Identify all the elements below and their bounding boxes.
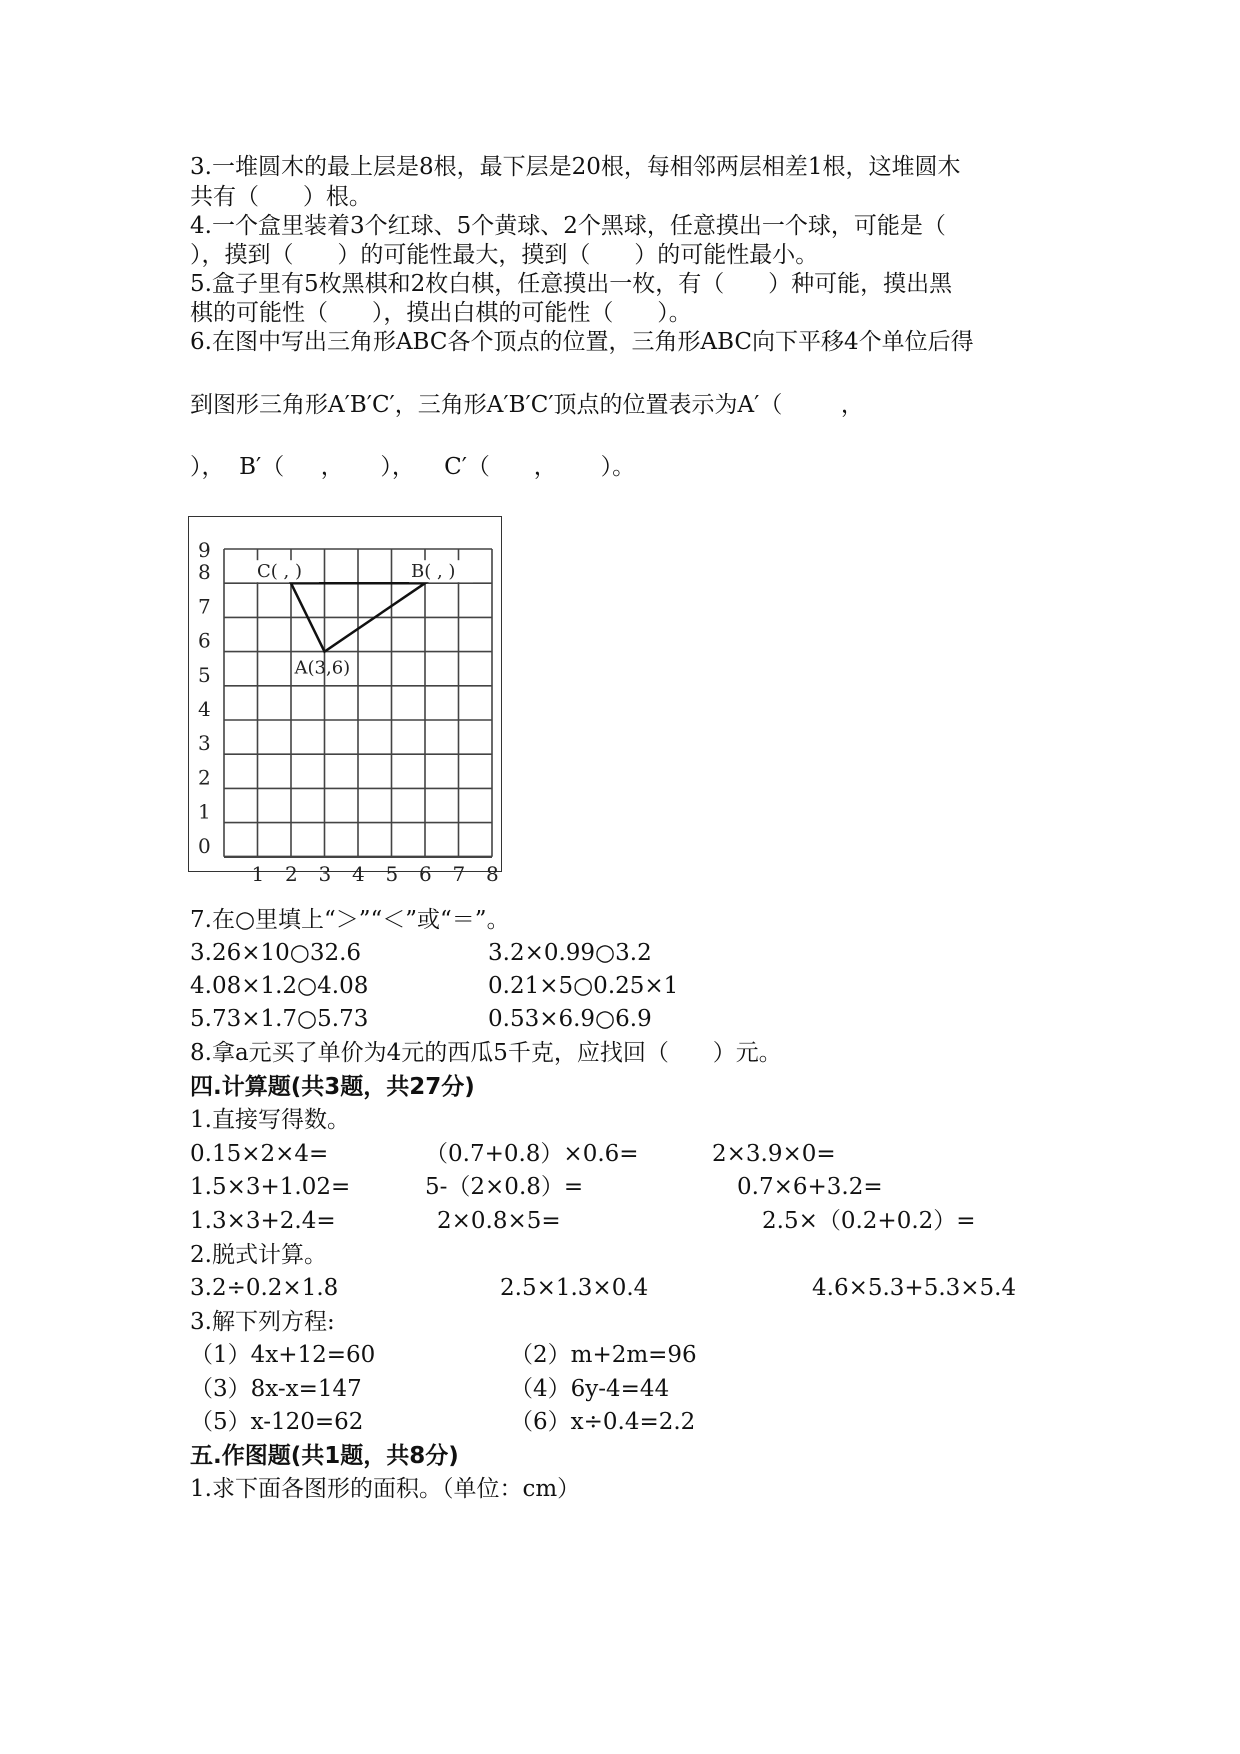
y-axis-label: 1 [198, 799, 211, 824]
q5-line-2: 棋的可能性（ ），摸出白棋的可能性（ ）。 [190, 300, 692, 326]
stepcalc-c3: 4.6×5.3+5.3×5.4 [812, 1275, 1017, 1301]
q7-row1-left: 3.26×10○32.6 [190, 940, 362, 966]
q6-line-3: ）， B′（ ， ）， C′（ ， ）。 [190, 454, 636, 480]
calc-r1-c3: 2×3.9×0= [712, 1141, 836, 1167]
calc-r2-c2: 5-（2×0.8）= [425, 1174, 584, 1200]
calc-r3-c3: 2.5×（0.2+0.2）= [762, 1208, 976, 1234]
q3-line-2: 共有（ ）根。 [190, 184, 372, 210]
x-axis-label: 8 [486, 861, 499, 886]
q6-line-2: 到图形三角形A′B′C′，三角形A′B′C′顶点的位置表示为A′（ ， [190, 392, 864, 418]
y-axis-labels [198, 538, 211, 858]
q8-text: 8.拿a元买了单价为4元的西瓜5千克，应找回（ ）元。 [190, 1040, 782, 1066]
section5-heading: 五.作图题(共1题，共8分) [190, 1443, 459, 1469]
y-axis-label: 8 [198, 560, 211, 585]
q7-row1-right: 3.2×0.99○3.2 [488, 940, 652, 966]
section4-p3-title: 3.解下列方程: [190, 1309, 335, 1335]
q5-line-1: 5.盒子里有5枚黑棋和2枚白棋，任意摸出一枚，有（ ）种可能，摸出黑 [190, 271, 953, 297]
x-axis-label: 1 [251, 861, 265, 886]
vertex-a-label: A(3,6) [294, 657, 351, 679]
coordinate-grid-svg [189, 517, 501, 886]
x-axis-label: 3 [318, 861, 332, 886]
grid-lines [224, 549, 492, 857]
y-axis-label: 7 [198, 594, 211, 619]
equation-4: （4）6y-4=44 [510, 1376, 670, 1402]
x-axis-label: 2 [285, 861, 298, 886]
stepcalc-c1: 3.2÷0.2×1.8 [190, 1275, 339, 1301]
y-axis-label: 2 [198, 765, 211, 790]
calc-r3-c1: 1.3×3+2.4= [190, 1208, 336, 1234]
q4-line-1: 4.一个盒里装着3个红球、5个黄球、2个黑球，任意摸出一个球，可能是（ [190, 213, 946, 239]
y-axis-label: 4 [198, 697, 211, 721]
section4-p1-title: 1.直接写得数。 [190, 1107, 350, 1133]
vertex-b-label: B( , ) [411, 561, 456, 583]
q7-row3-right: 0.53×6.9○6.9 [488, 1006, 652, 1032]
calc-r1-c1: 0.15×2×4= [190, 1141, 329, 1167]
calc-r3-c2: 2×0.8×5= [437, 1208, 561, 1234]
q3-line-1: 3.一堆圆木的最上层是8根，最下层是20根，每相邻两层相差1根，这堆圆木 [190, 154, 961, 180]
stepcalc-c2: 2.5×1.3×0.4 [500, 1275, 649, 1301]
q7-title: 7.在○里填上“＞”“＜”或“＝”。 [190, 907, 510, 933]
calc-r2-c1: 1.5×3+1.02= [190, 1174, 351, 1200]
coordinate-grid-figure [188, 516, 502, 886]
equation-1: （1）4x+12=60 [190, 1342, 376, 1368]
equation-2: （2）m+2m=96 [510, 1342, 697, 1368]
y-axis-label: 5 [198, 662, 211, 687]
y-axis-label: 6 [198, 628, 211, 653]
q4-line-2: ），摸到（ ）的可能性最大，摸到（ ）的可能性最小。 [190, 242, 819, 268]
equation-5: （5）x-120=62 [190, 1409, 364, 1435]
section5-p1-title: 1.求下面各图形的面积。（单位：cm） [190, 1476, 581, 1502]
q7-row2-left: 4.08×1.2○4.08 [190, 973, 369, 999]
equation-3: （3）8x-x=147 [190, 1376, 362, 1402]
x-axis-label: 7 [452, 861, 466, 886]
q6-line-1: 6.在图中写出三角形ABC各个顶点的位置，三角形ABC向下平移4个单位后得 [190, 329, 974, 355]
vertex-c-label: C( , ) [257, 561, 302, 583]
q7-row3-left: 5.73×1.7○5.73 [190, 1006, 369, 1032]
x-axis-label: 4 [352, 861, 365, 886]
equation-6: （6）x÷0.4=2.2 [510, 1409, 696, 1435]
calc-r2-c3: 0.7×6+3.2= [737, 1174, 883, 1200]
y-axis-label: 9 [198, 538, 211, 562]
y-axis-label: 3 [198, 731, 211, 756]
x-axis-labels [252, 862, 499, 886]
y-axis-label: 0 [198, 833, 211, 858]
q7-row2-right: 0.21×5○0.25×1 [488, 973, 679, 999]
x-axis-label: 5 [385, 861, 399, 886]
section4-p2-title: 2.脱式计算。 [190, 1242, 327, 1268]
section4-heading: 四.计算题(共3题，共27分) [190, 1074, 475, 1100]
x-axis-label: 6 [419, 861, 432, 886]
calc-r1-c2: （0.7+0.8）×0.6= [425, 1141, 639, 1167]
